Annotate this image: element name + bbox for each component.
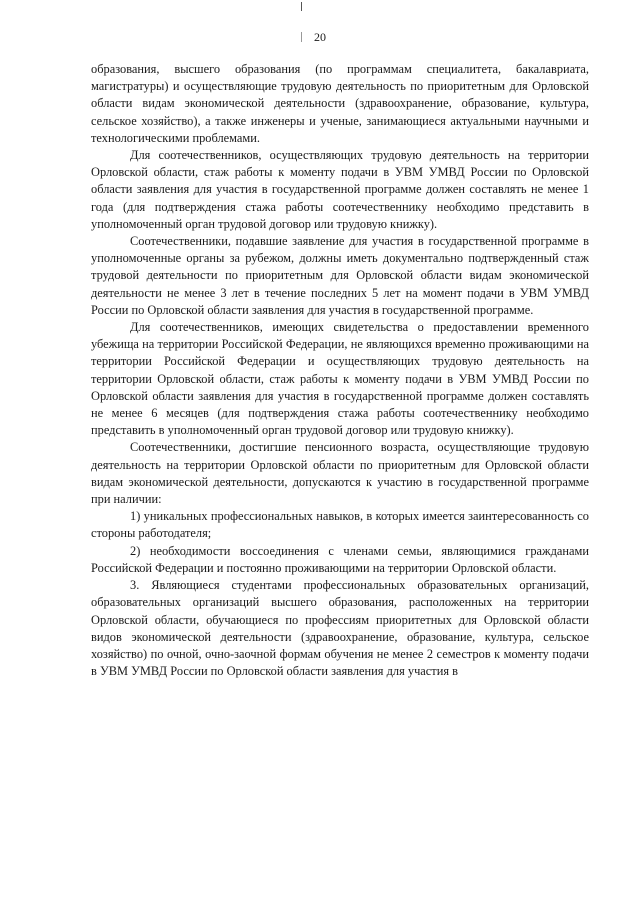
list-item-unique-skills: 1) уникальных профессиональных навыков, в которых имеется заинтересованность со стороны работодателя; bbox=[91, 509, 589, 541]
paragraph-work-experience-1-year: Для соотечественников, осуществляющих трудовую деятельность на территории Орловской области, стаж работы к моменту подачи в УВМ УМВД России по Орловской области заявления для участия в государственной программе должен составлять не менее 1 года (для подтверждения стажа работы соотечественнику необходимо представить в уполномоченный орган трудовой договор или трудовую книжку). bbox=[91, 148, 589, 231]
scan-artifact-mark bbox=[301, 2, 302, 11]
paragraph-pension-age: Соотечественники, достигшие пенсионного возраста, осуществляющие трудовую деятельность на территории Орловской области по приоритетным для Орловской области видам экономической деятельности, допускаются к участию в государственной программе при наличии: bbox=[91, 440, 589, 507]
list-item-family-reunion: 2) необходимости воссоединения с членами семьи, являющимися гражданами Российской Федерации и постоянно проживающими на территории Орловской области. bbox=[91, 543, 589, 575]
paragraph-abroad-applicants: Соотечественники, подавшие заявление для участия в государственной программе в уполномоченные органы за рубежом, должны иметь документально подтвержденный стаж трудовой деятельности по приоритетным для Орловской области видам экономической деятельности не менее 3 лет в течение последних 5 лет на момент подачи в УВМ УМВД России по Орловской области заявления для участия в государственной программе. bbox=[91, 234, 589, 317]
paragraph-students: 3. Являющиеся студентами профессиональных образовательных организаций, образовательных организаций высшего образования, расположенных на территории Орловской области, обучающиеся по профессиям приоритетных для Орловской области видов экономической деятельности (здравоохранение, образование, культура, сельское хозяйство) по очной, очно-заочной формам обучения не менее 2 семестров к моменту подачи в УВМ УМВД России по Орловской области заявления для участия в bbox=[91, 578, 589, 679]
page-number: 20 bbox=[314, 30, 326, 44]
document-body bbox=[91, 61, 589, 680]
paragraph-temporary-asylum: Для соотечественников, имеющих свидетельства о предоставлении временного убежища на территории Российской Федерации, не являющихся временно проживающими на территории Российской Федерации и осуществляющих трудовую деятельность на территории Орловской области, стаж работы к моменту подачи в УВМ УМВД России по Орловской области заявления для участия в государственной программе должен составлять не менее 6 месяцев (для подтверждения стажа работы соотечественнику необходимо представить в уполномоченный орган трудовой договор или трудовую книжку). bbox=[91, 320, 589, 438]
paragraph-continuation: образования, высшего образования (по программам специалитета, бакалавриата, магистратуры) и осуществляющие трудовую деятельность по приоритетным для Орловской области видам экономической деятельности (здравоохранение, образование, культура, сельское хозяйство), а также инженеры и ученые, занимающиеся актуальными научными и технологическими проблемами. bbox=[91, 62, 589, 145]
